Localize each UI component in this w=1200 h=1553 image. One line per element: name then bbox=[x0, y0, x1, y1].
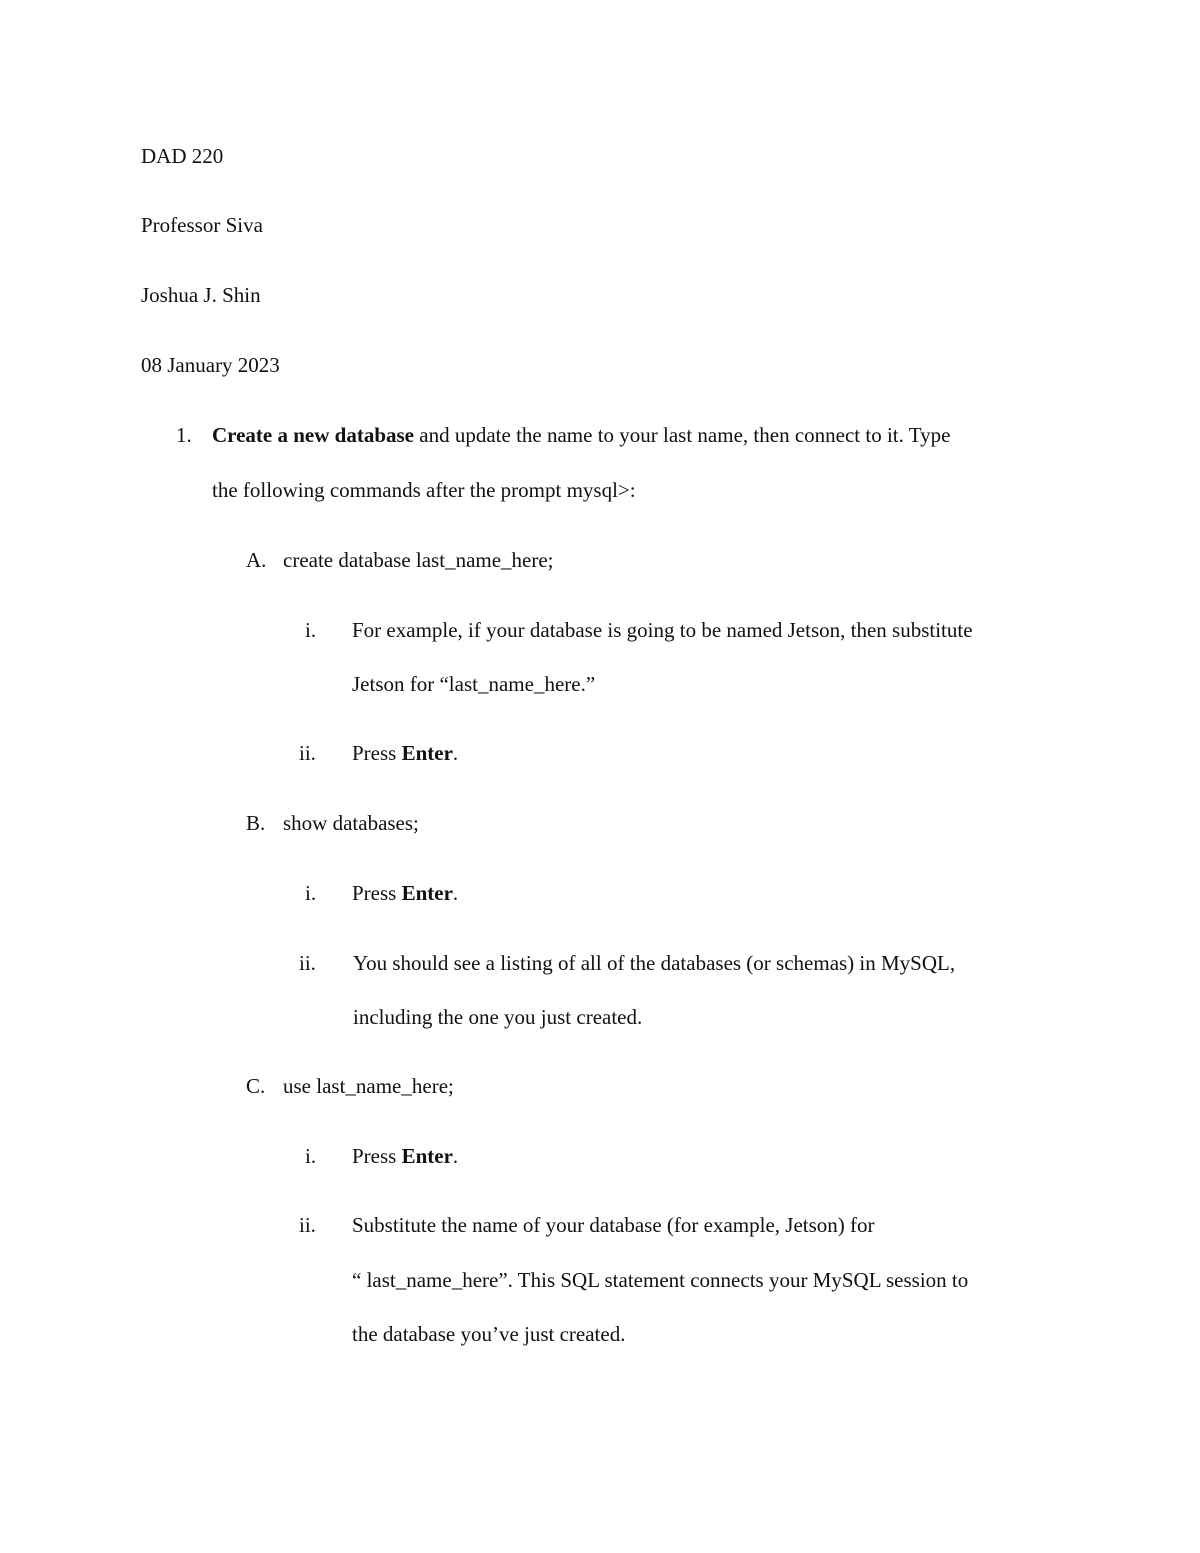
sub-c-item1-prefix: Press bbox=[352, 1144, 402, 1168]
course-code: DAD 220 bbox=[141, 144, 224, 168]
sub-a-item2-text bbox=[352, 743, 458, 764]
sub-c-item2-line3: the database you’ve just created. bbox=[352, 1322, 626, 1346]
sub-a-item1-line1: For example, if your database is going to be named Jetson, then substitute bbox=[352, 618, 973, 642]
step-text-line1 bbox=[212, 425, 950, 446]
document-date: 08 January 2023 bbox=[141, 353, 280, 377]
sub-a-item2-prefix: Press bbox=[352, 741, 402, 765]
sub-c-item2-line1: Substitute the name of your database (for example, Jetson) for bbox=[352, 1213, 875, 1237]
sub-c-item1-bold: Enter bbox=[401, 1144, 453, 1168]
sub-b-item1-suffix: . bbox=[452, 881, 459, 905]
sub-a-item2-suffix: . bbox=[452, 741, 459, 765]
sub-b-item1-prefix: Press bbox=[352, 881, 402, 905]
sub-c-item2-marker: ii. bbox=[299, 1213, 316, 1237]
step-number: 1. bbox=[176, 423, 192, 447]
sub-a-marker: A. bbox=[246, 548, 267, 572]
sub-a-command: create database last_name_here; bbox=[283, 548, 554, 572]
sub-b-item2-line2: including the one you just created. bbox=[353, 1005, 643, 1029]
professor-name: Professor Siva bbox=[141, 213, 263, 237]
sub-b-item2-marker: ii. bbox=[299, 951, 316, 975]
step-text-line2: the following commands after the prompt mysql>: bbox=[212, 478, 636, 502]
sub-a-item1-marker: i. bbox=[305, 618, 317, 642]
sub-c-command: use last_name_here; bbox=[283, 1074, 454, 1098]
sub-b-item1-marker: i. bbox=[305, 881, 317, 905]
sub-b-item1-text bbox=[352, 883, 458, 904]
sub-c-item1-suffix: . bbox=[452, 1144, 459, 1168]
sub-a-item2-marker: ii. bbox=[299, 741, 316, 765]
sub-b-item2-line1: You should see a listing of all of the databases (or schemas) in MySQL, bbox=[353, 951, 956, 975]
sub-c-item1-text bbox=[352, 1146, 458, 1167]
sub-b-marker: B. bbox=[246, 811, 266, 835]
step-text-rest: and update the name to your last name, then connect to it. Type bbox=[414, 423, 951, 447]
sub-c-marker: C. bbox=[246, 1074, 266, 1098]
sub-a-item1-line2: Jetson for “last_name_here.” bbox=[352, 672, 596, 696]
sub-c-item1-marker: i. bbox=[305, 1144, 317, 1168]
step-bold-lead: Create a new database bbox=[212, 423, 415, 447]
sub-c-item2-line2: “ last_name_here”. This SQL statement connects your MySQL session to bbox=[352, 1268, 969, 1292]
student-name: Joshua J. Shin bbox=[141, 283, 261, 307]
sub-b-command: show databases; bbox=[283, 811, 419, 835]
sub-b-item1-bold: Enter bbox=[401, 881, 453, 905]
sub-a-item2-bold: Enter bbox=[401, 741, 453, 765]
